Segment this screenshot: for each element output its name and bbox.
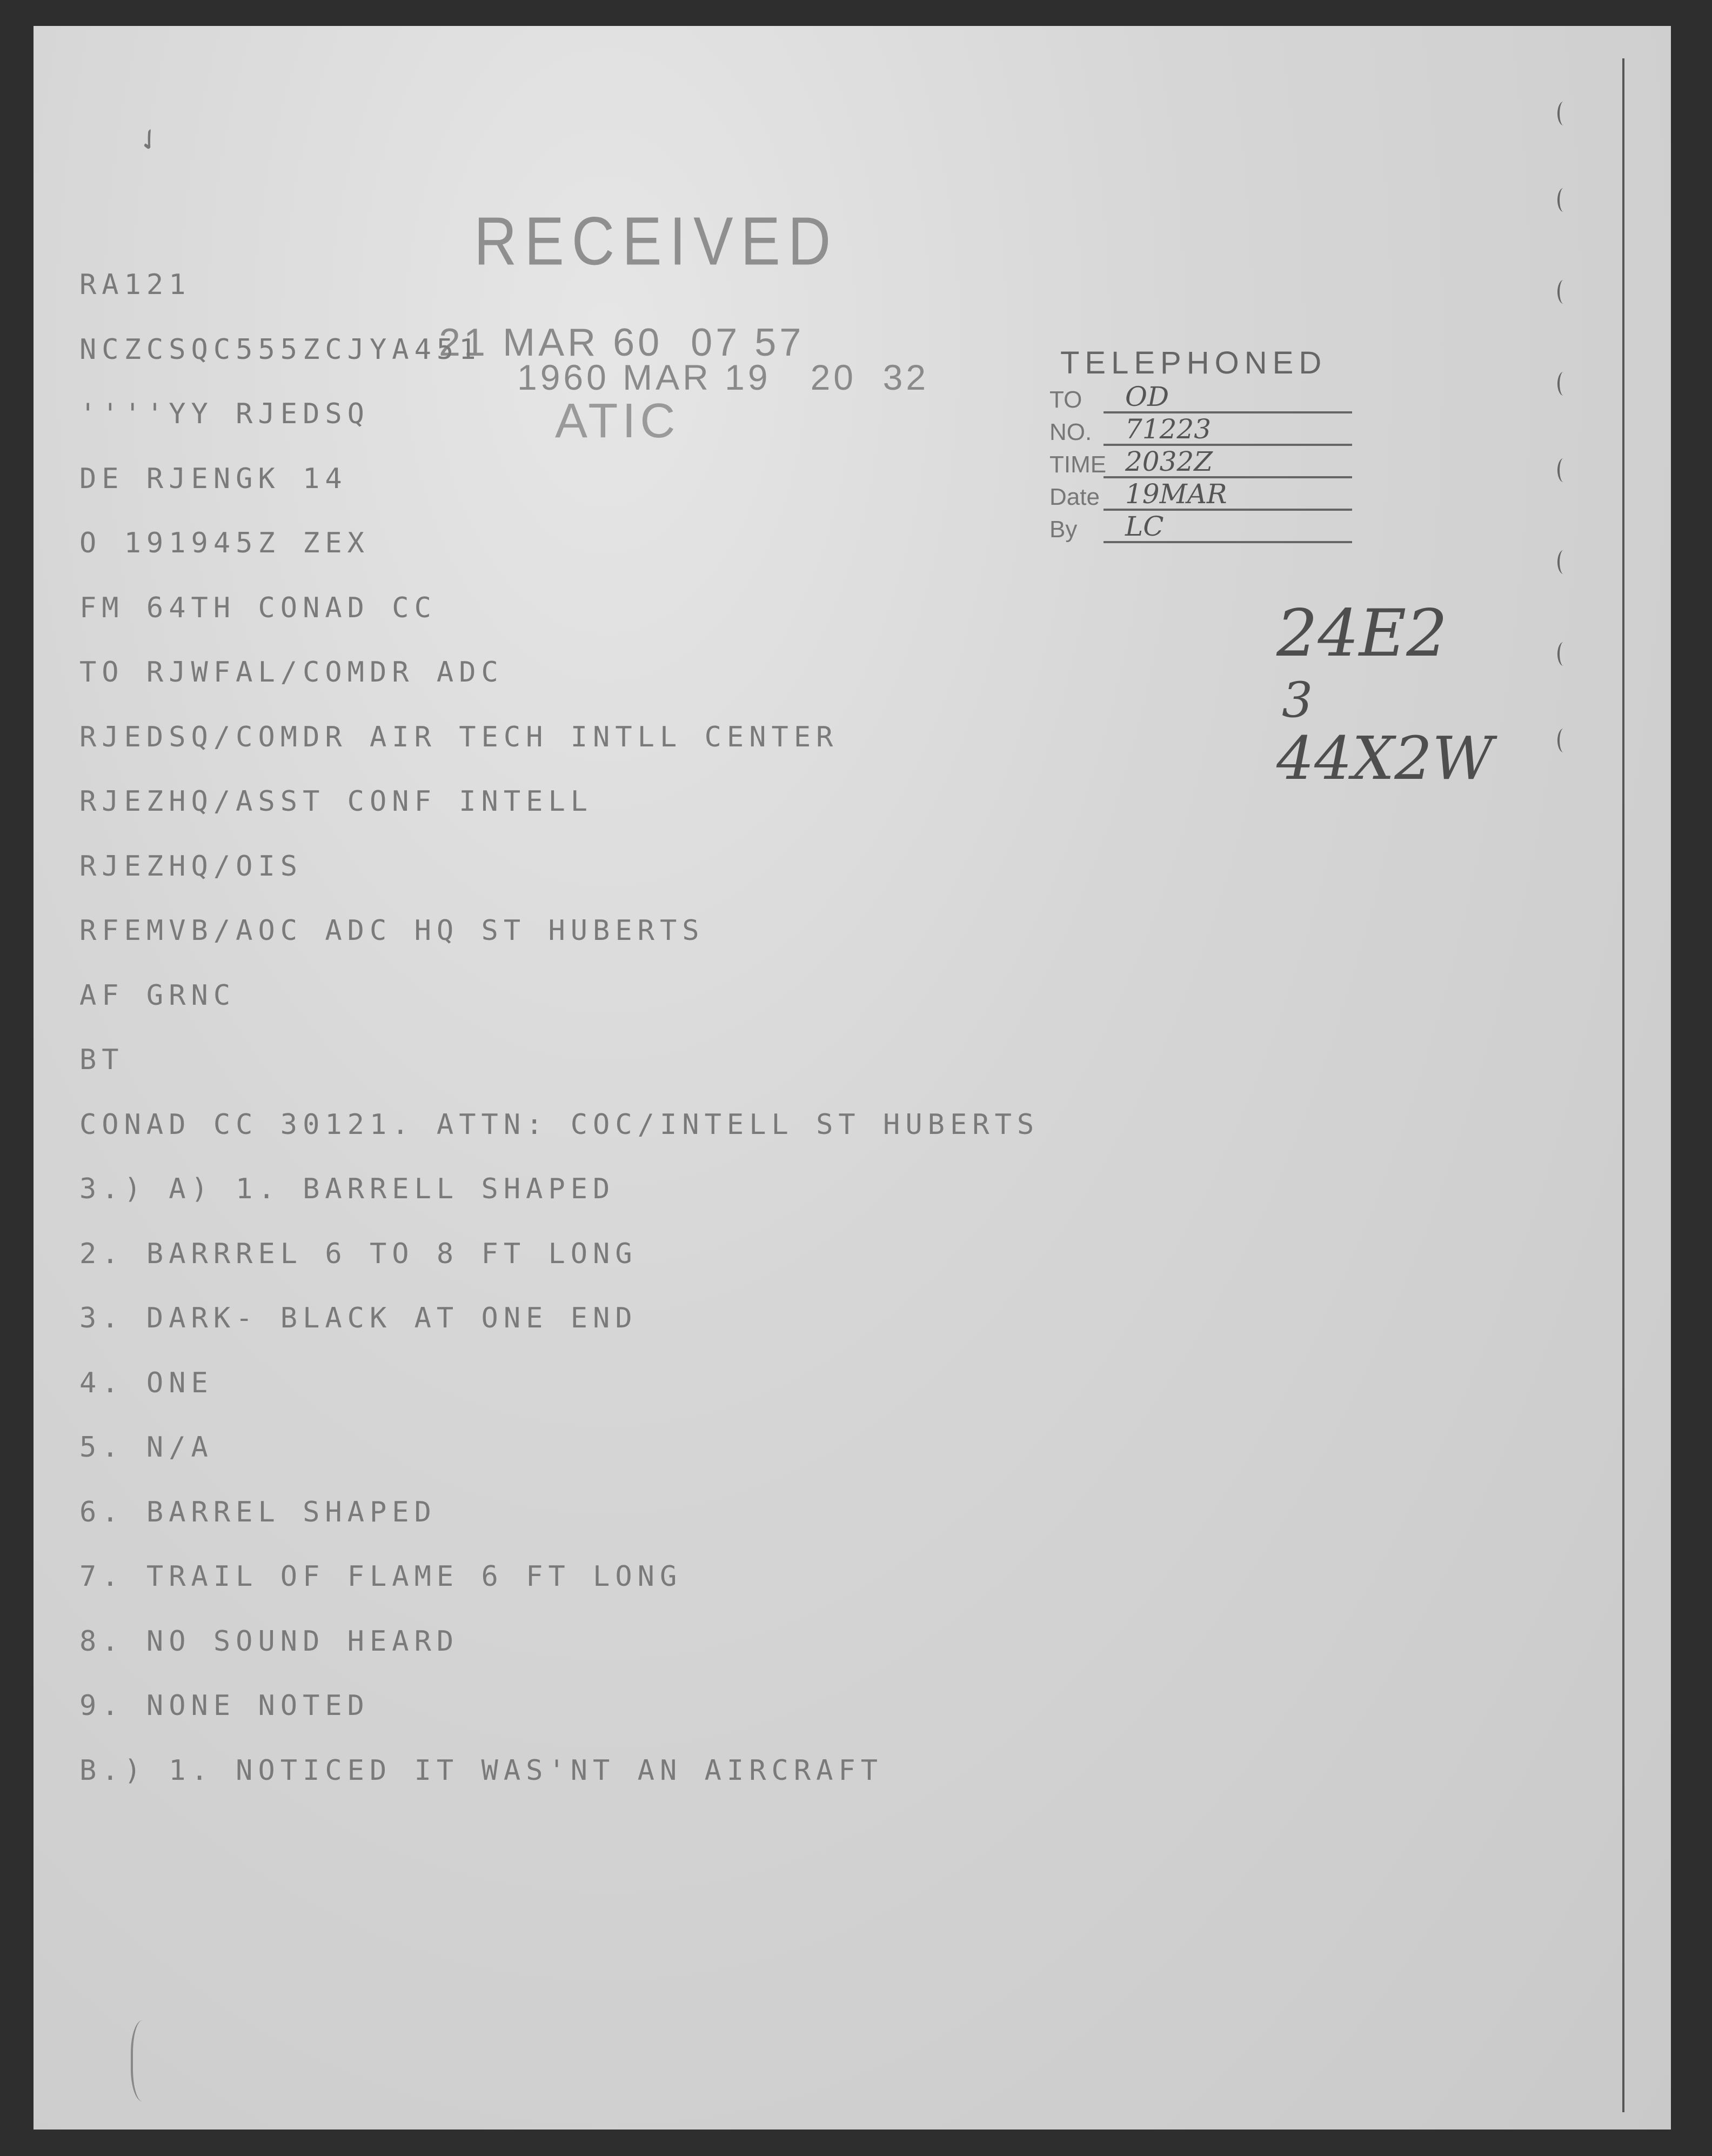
handwritten-annotation <box>1276 593 1493 791</box>
message-line: 9. NONE NOTED <box>79 1690 370 1722</box>
message-line: 2. BARRREL 6 TO 8 FT LONG <box>79 1237 638 1270</box>
message-line: 3. DARK- BLACK AT ONE END <box>79 1302 638 1334</box>
teletype-message <box>79 253 1039 1803</box>
received-date-stamp: 21 MAR 60 07 57 <box>439 321 805 364</box>
telephoned-label: Date <box>1049 484 1100 510</box>
telephoned-label: NO. <box>1049 419 1092 445</box>
feed-hole-mark <box>1557 188 1569 212</box>
message-line: BT <box>79 1044 124 1076</box>
message-line: RFEMVB/AOC ADC HQ ST HUBERTS <box>79 915 705 947</box>
message-line: O 191945Z ZEX <box>79 527 370 559</box>
telephoned-row-no <box>1049 415 1352 446</box>
telephoned-row-by <box>1049 512 1352 543</box>
feed-hole-mark <box>1557 729 1569 752</box>
feed-hole-mark <box>1557 458 1569 482</box>
telephoned-value: 2032Z <box>1104 447 1352 478</box>
message-line: RJEZHQ/ASST CONF INTELL <box>79 785 593 818</box>
message-line: 8. NO SOUND HEARD <box>79 1625 459 1658</box>
feed-hole-mark <box>1557 372 1569 396</box>
feed-hole-mark <box>1557 550 1569 574</box>
message-line: 4. ONE <box>79 1366 213 1399</box>
message-line: 3.) A) 1. BARRELL SHAPED <box>79 1173 616 1205</box>
feed-hole-mark <box>1557 280 1569 304</box>
message-line: AF GRNC <box>79 979 236 1012</box>
message-line: TO RJWFAL/COMDR ADC <box>79 656 504 689</box>
message-line: 7. TRAIL OF FLAME 6 FT LONG <box>79 1560 683 1593</box>
telephoned-value: OD <box>1104 382 1352 413</box>
handwritten-line: 44X2W <box>1276 724 1494 793</box>
telephoned-label: TIME <box>1049 451 1107 478</box>
margin-rule <box>1622 58 1624 2112</box>
telephoned-row-to <box>1049 382 1352 413</box>
teletype-sheet <box>34 26 1671 2130</box>
telephoned-stamp <box>1049 345 1352 543</box>
telephoned-value: LC <box>1104 512 1352 543</box>
message-line: B.) 1. NOTICED IT WAS'NT AN AIRCRAFT <box>79 1754 884 1787</box>
message-line: RJEZHQ/OIS <box>79 850 303 883</box>
pen-mark <box>131 2020 160 2101</box>
telephoned-label: By <box>1049 516 1078 543</box>
telephoned-title: TELEPHONED <box>1060 345 1327 381</box>
feed-hole-mark <box>1557 642 1569 666</box>
handwritten-line: 24E2 <box>1276 596 1448 671</box>
message-line: FM 64TH CONAD CC <box>79 591 437 624</box>
pen-mark: ✓ <box>130 118 168 161</box>
message-line: NCZCSQC555ZCJYA451 <box>79 333 482 366</box>
telephoned-value: 19MAR <box>1104 479 1352 511</box>
handwritten-line: 3 <box>1282 672 1313 729</box>
telephoned-label: TO <box>1049 386 1082 413</box>
message-line: DE RJENGK 14 <box>79 462 347 495</box>
message-line: ''''YY RJEDSQ <box>79 398 370 430</box>
received-stamp: RECEIVED <box>474 203 839 280</box>
atic-stamp: ATIC <box>555 394 680 448</box>
message-line: 5. N/A <box>79 1431 213 1464</box>
message-line: RA121 <box>79 269 191 301</box>
message-line: RJEDSQ/COMDR AIR TECH INTLL CENTER <box>79 720 839 753</box>
feed-hole-mark <box>1557 102 1569 125</box>
telephoned-row-time <box>1049 447 1352 478</box>
telephoned-row-date <box>1049 479 1352 511</box>
message-line: CONAD CC 30121. ATTN: COC/INTELL ST HUBERTS <box>79 1108 1040 1141</box>
telephoned-value: 71223 <box>1104 415 1352 446</box>
atic-date-stamp: 1960 MAR 19 20 32 <box>517 357 929 397</box>
message-line: 6. BARREL SHAPED <box>79 1496 437 1528</box>
